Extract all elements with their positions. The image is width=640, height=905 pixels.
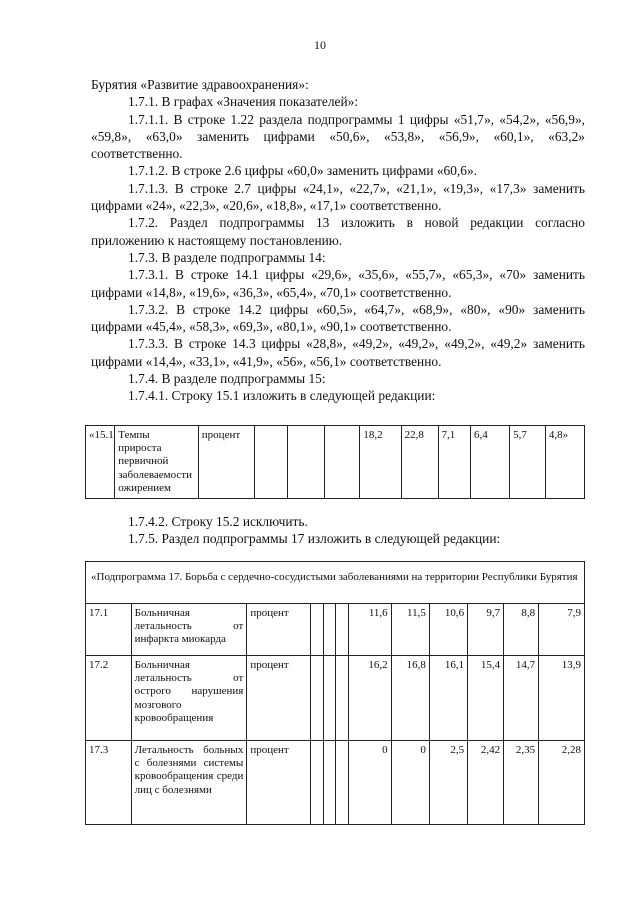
value-cell: 14,7: [504, 656, 539, 741]
indicator-name: Больничная летальность от инфаркта миокарда: [131, 604, 247, 656]
intro-line: Бурятия «Развитие здравоохранения»:: [91, 77, 309, 92]
value-cell: [311, 656, 324, 741]
unit: процент: [198, 426, 254, 499]
value-cell: 22,8: [401, 426, 438, 499]
value-cell: [311, 741, 324, 825]
value-cell: [336, 604, 349, 656]
table-title-row: [86, 562, 585, 604]
value-cell: 2,28: [539, 741, 585, 825]
value-cell: 16,2: [349, 656, 391, 741]
value-cell: 5,7: [510, 426, 546, 499]
value-cell: 11,6: [349, 604, 391, 656]
value-cell: [311, 604, 324, 656]
value-cell: 7,1: [438, 426, 471, 499]
amendment-text: [91, 76, 585, 405]
item-1-7-4-2: 1.7.4.2. Строку 15.2 исключить.: [128, 514, 308, 529]
page-number: 10: [314, 38, 326, 52]
value-cell: 2,42: [468, 741, 504, 825]
value-cell: [323, 604, 336, 656]
unit: процент: [247, 604, 311, 656]
value-cell: [336, 656, 349, 741]
item-1-7-5: 1.7.5. Раздел подпрограммы 17 изложить в следующей редакции:: [128, 531, 501, 547]
table-row: [86, 604, 585, 656]
item-1-7-3-1: 1.7.3.1. В строке 14.1 цифры «29,6», «35,6», «55,7», «65,3», «70» заменить цифрами «14,8», «19,6», «36,3», «65,4», «70,1» соответственно.: [91, 267, 585, 300]
unit: процент: [247, 741, 311, 825]
value-cell: 8,8: [504, 604, 539, 656]
value-cell: 16,8: [391, 656, 429, 741]
subprogram-title: «Подпрограмма 17. Борьба с сердечно-сосудистыми заболеваниями на территории Республики Бурятия: [86, 562, 585, 604]
value-cell: [324, 426, 360, 499]
item-1-7-1-2: 1.7.1.2. В строке 2.6 цифры «60,0» заменить цифрами «60,6».: [128, 163, 478, 179]
row-number: 17.2: [86, 656, 132, 741]
table-subprogram-17: [85, 561, 585, 825]
row-number: «15.1: [86, 426, 115, 499]
item-1-7-3-2: 1.7.3.2. В строке 14.2 цифры «60,5», «64,7», «68,9», «80», «90» заменить цифрами «45,4», «58,3», «69,3», «80,1», «90,1» соответственно.: [91, 301, 585, 335]
value-cell: 10,6: [429, 604, 467, 656]
table-row: [86, 656, 585, 741]
value-cell: 9,7: [468, 604, 504, 656]
amendment-text-continued: [91, 513, 585, 548]
table-subprogram-15: [85, 425, 585, 499]
table-row: [86, 426, 585, 499]
value-cell: 2,35: [504, 741, 539, 825]
value-cell: 2,5: [429, 741, 467, 825]
value-cell: [323, 741, 336, 825]
value-cell: 11,5: [391, 604, 429, 656]
value-cell: [287, 426, 324, 499]
value-cell: 15,4: [468, 656, 504, 741]
indicator-name: Летальность больных с болезнями системы кровообращения среди лиц с болезнями: [131, 741, 247, 825]
value-cell: [323, 656, 336, 741]
value-cell: 18,2: [360, 426, 401, 499]
item-1-7-4-1: 1.7.4.1. Строку 15.1 изложить в следующей редакции:: [128, 388, 436, 404]
item-1-7-3-3: 1.7.3.3. В строке 14.3 цифры «28,8», «49,2», «49,2», «49,2», «49,2» заменить цифрами «14,4», «33,1», «41,9», «56», «56,1» соответственно.: [91, 336, 585, 369]
item-1-7-4: 1.7.4. В разделе подпрограммы 15:: [128, 371, 326, 387]
value-cell: 4,8»: [545, 426, 584, 499]
value-cell: [336, 741, 349, 825]
value-cell: 6,4: [471, 426, 510, 499]
value-cell: 13,9: [539, 656, 585, 741]
value-cell: 7,9: [539, 604, 585, 656]
indicator-name: Темпы прироста первичной заболеваемости ожирением: [115, 426, 199, 499]
value-cell: 16,1: [429, 656, 467, 741]
item-1-7-2: 1.7.2. Раздел подпрограммы 13 изложить в новой редакции согласно приложению к настоящему постановлению.: [91, 215, 585, 248]
item-1-7-1-3: 1.7.1.3. В строке 2.7 цифры «24,1», «22,7», «21,1», «19,3», «17,3» заменить цифрами «24», «22,3», «20,6», «18,8», «17,1» соответственно.: [91, 180, 585, 214]
value-cell: 0: [349, 741, 391, 825]
indicator-name: Больничная летальность от острого нарушения мозгового кровообращения: [131, 656, 247, 741]
row-number: 17.3: [86, 741, 132, 825]
unit: процент: [247, 656, 311, 741]
item-1-7-3: 1.7.3. В разделе подпрограммы 14:: [128, 249, 326, 265]
item-1-7-1-1: 1.7.1.1. В строке 1.22 раздела подпрограммы 1 цифры «51,7», «54,2», «56,9», «59,8», «63,0» заменить цифрами «50,6», «53,8», «56,9», «60,1», «63,2» соответственно.: [91, 111, 585, 162]
row-number: 17.1: [86, 604, 132, 656]
table-row: [86, 741, 585, 825]
value-cell: 0: [391, 741, 429, 825]
value-cell: [255, 426, 288, 499]
section-heading: 1.7.1. В графах «Значения показателей»:: [128, 94, 359, 110]
